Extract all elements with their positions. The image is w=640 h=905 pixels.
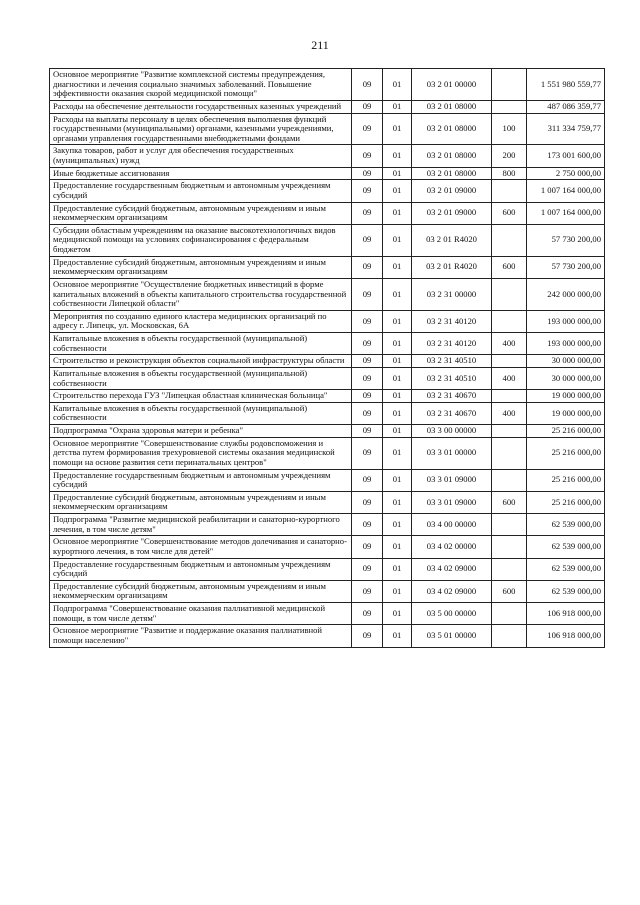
subsection-code-cell: 01 (383, 425, 412, 438)
table-row (50, 69, 605, 101)
expense-type-cell (492, 558, 527, 580)
expense-type-cell (492, 278, 527, 310)
expense-name-cell: Иные бюджетные ассигнования (50, 167, 352, 180)
expense-type-cell (492, 310, 527, 332)
target-article-cell: 03 3 01 00000 (412, 437, 492, 469)
expense-type-cell (492, 69, 527, 101)
section-code-cell: 09 (352, 333, 383, 355)
target-article-cell: 03 2 01 08000 (412, 145, 492, 167)
expense-type-cell (492, 514, 527, 536)
subsection-code-cell: 01 (383, 402, 412, 424)
amount-cell: 25 216 000,00 (527, 425, 605, 438)
page-number: 211 (311, 38, 329, 52)
expense-name-cell: Подпрограмма "Совершенствование оказания паллиативной медицинской помощи, в том числе детям" (50, 603, 352, 625)
subsection-code-cell: 01 (383, 113, 412, 145)
table-row (50, 580, 605, 602)
expense-type-cell (492, 625, 527, 647)
expense-name-cell: Предоставление государственным бюджетным и автономным учреждениям субсидий (50, 558, 352, 580)
section-code-cell: 09 (352, 402, 383, 424)
amount-cell: 1 551 980 559,77 (527, 69, 605, 101)
amount-cell: 173 001 600,00 (527, 145, 605, 167)
subsection-code-cell: 01 (383, 625, 412, 647)
expense-name-cell: Предоставление субсидий бюджетным, автономным учреждениям и иным некоммерческим организациям (50, 491, 352, 513)
expense-type-cell: 400 (492, 367, 527, 389)
amount-cell: 62 539 000,00 (527, 558, 605, 580)
section-code-cell: 09 (352, 256, 383, 278)
subsection-code-cell: 01 (383, 145, 412, 167)
section-code-cell: 09 (352, 469, 383, 491)
subsection-code-cell: 01 (383, 224, 412, 256)
subsection-code-cell: 01 (383, 310, 412, 332)
target-article-cell: 03 4 02 00000 (412, 536, 492, 558)
target-article-cell: 03 2 31 40510 (412, 355, 492, 368)
target-article-cell: 03 2 01 09000 (412, 202, 492, 224)
amount-cell: 487 086 359,77 (527, 100, 605, 113)
target-article-cell: 03 2 01 08000 (412, 113, 492, 145)
table-row (50, 390, 605, 403)
subsection-code-cell: 01 (383, 256, 412, 278)
section-code-cell: 09 (352, 145, 383, 167)
expense-type-cell (492, 390, 527, 403)
expense-type-cell (492, 469, 527, 491)
table-row (50, 625, 605, 647)
amount-cell: 106 918 000,00 (527, 625, 605, 647)
expense-name-cell: Закупка товаров, работ и услуг для обеспечения государственных (муниципальных) нужд (50, 145, 352, 167)
expense-name-cell: Предоставление государственным бюджетным и автономным учреждениям субсидий (50, 469, 352, 491)
expense-type-cell (492, 536, 527, 558)
subsection-code-cell: 01 (383, 491, 412, 513)
section-code-cell: 09 (352, 390, 383, 403)
expense-name-cell: Основное мероприятие "Совершенствование методов долечивания и санаторно-курортного лечения, в том числе для детей" (50, 536, 352, 558)
amount-cell: 19 000 000,00 (527, 390, 605, 403)
amount-cell: 25 216 000,00 (527, 437, 605, 469)
expense-type-cell (492, 100, 527, 113)
target-article-cell: 03 4 02 09000 (412, 558, 492, 580)
section-code-cell: 09 (352, 167, 383, 180)
expense-name-cell: Основное мероприятие "Осуществление бюджетных инвестиций в форме капитальных вложений в объекты капитального строительства государственной собственности Липецкой области" (50, 278, 352, 310)
section-code-cell: 09 (352, 278, 383, 310)
expense-name-cell: Подпрограмма "Охрана здоровья матери и ребенка" (50, 425, 352, 438)
table-row (50, 514, 605, 536)
subsection-code-cell: 01 (383, 536, 412, 558)
expense-type-cell (492, 425, 527, 438)
expense-type-cell: 400 (492, 402, 527, 424)
expense-name-cell: Подпрограмма "Развитие медицинской реабилитации и санаторно-курортного лечения, в том числе детям" (50, 514, 352, 536)
amount-cell: 30 000 000,00 (527, 367, 605, 389)
target-article-cell: 03 2 01 00000 (412, 69, 492, 101)
table-row (50, 256, 605, 278)
subsection-code-cell: 01 (383, 558, 412, 580)
section-code-cell: 09 (352, 224, 383, 256)
amount-cell: 311 334 759,77 (527, 113, 605, 145)
amount-cell: 2 750 000,00 (527, 167, 605, 180)
section-code-cell: 09 (352, 180, 383, 202)
table-row (50, 536, 605, 558)
section-code-cell: 09 (352, 580, 383, 602)
target-article-cell: 03 2 31 00000 (412, 278, 492, 310)
expense-name-cell: Основное мероприятие "Развитие и поддержание оказания паллиативной помощи населению" (50, 625, 352, 647)
table-row (50, 310, 605, 332)
subsection-code-cell: 01 (383, 333, 412, 355)
target-article-cell: 03 4 02 09000 (412, 580, 492, 602)
expense-name-cell: Капитальные вложения в объекты государственной (муниципальной) собственности (50, 333, 352, 355)
subsection-code-cell: 01 (383, 100, 412, 113)
amount-cell: 30 000 000,00 (527, 355, 605, 368)
expense-name-cell: Основное мероприятие "Развитие комплексной системы предупреждения, диагностики и лечения социально значимых заболеваний. Повышение эффективности оказания скорой медицинской помощи" (50, 69, 352, 101)
target-article-cell: 03 2 01 R4020 (412, 256, 492, 278)
table-row (50, 491, 605, 513)
expense-name-cell: Предоставление субсидий бюджетным, автономным учреждениям и иным некоммерческим организациям (50, 202, 352, 224)
expense-type-cell: 800 (492, 167, 527, 180)
table-row (50, 402, 605, 424)
table-row (50, 333, 605, 355)
section-code-cell: 09 (352, 625, 383, 647)
subsection-code-cell: 01 (383, 278, 412, 310)
section-code-cell: 09 (352, 367, 383, 389)
target-article-cell: 03 2 31 40670 (412, 402, 492, 424)
section-code-cell: 09 (352, 100, 383, 113)
subsection-code-cell: 01 (383, 514, 412, 536)
expense-type-cell: 600 (492, 202, 527, 224)
budget-table (49, 68, 605, 648)
target-article-cell: 03 2 01 R4020 (412, 224, 492, 256)
section-code-cell: 09 (352, 437, 383, 469)
section-code-cell: 09 (352, 310, 383, 332)
table-row (50, 355, 605, 368)
expense-type-cell (492, 224, 527, 256)
target-article-cell: 03 3 01 09000 (412, 469, 492, 491)
expense-name-cell: Расходы на выплаты персоналу в целях обеспечения выполнения функций государственными (муниципальными) органами, казенными учреждениями, органами управления государственными внебюджетными фондами (50, 113, 352, 145)
expense-name-cell: Субсидии областным учреждениям на оказание высокотехнологичных видов медицинской помощи на условиях софинансирования с федеральным бюджетом (50, 224, 352, 256)
table-row (50, 367, 605, 389)
subsection-code-cell: 01 (383, 367, 412, 389)
section-code-cell: 09 (352, 491, 383, 513)
subsection-code-cell: 01 (383, 180, 412, 202)
expense-name-cell: Предоставление субсидий бюджетным, автономным учреждениям и иным некоммерческим организациям (50, 256, 352, 278)
section-code-cell: 09 (352, 425, 383, 438)
table-row (50, 425, 605, 438)
subsection-code-cell: 01 (383, 355, 412, 368)
subsection-code-cell: 01 (383, 390, 412, 403)
subsection-code-cell: 01 (383, 167, 412, 180)
expense-type-cell: 100 (492, 113, 527, 145)
target-article-cell: 03 2 01 08000 (412, 167, 492, 180)
subsection-code-cell: 01 (383, 469, 412, 491)
target-article-cell: 03 5 01 00000 (412, 625, 492, 647)
expense-type-cell (492, 355, 527, 368)
expense-type-cell: 600 (492, 491, 527, 513)
target-article-cell: 03 3 00 00000 (412, 425, 492, 438)
section-code-cell: 09 (352, 202, 383, 224)
amount-cell: 25 216 000,00 (527, 469, 605, 491)
subsection-code-cell: 01 (383, 580, 412, 602)
section-code-cell: 09 (352, 536, 383, 558)
table-row (50, 558, 605, 580)
table-row (50, 224, 605, 256)
target-article-cell: 03 4 00 00000 (412, 514, 492, 536)
expense-name-cell: Расходы на обеспечение деятельности государственных казенных учреждений (50, 100, 352, 113)
target-article-cell: 03 2 01 09000 (412, 180, 492, 202)
amount-cell: 19 000 000,00 (527, 402, 605, 424)
expense-name-cell: Предоставление государственным бюджетным и автономным учреждениям субсидий (50, 180, 352, 202)
amount-cell: 1 007 164 000,00 (527, 180, 605, 202)
amount-cell: 242 000 000,00 (527, 278, 605, 310)
table-row (50, 469, 605, 491)
subsection-code-cell: 01 (383, 69, 412, 101)
expense-type-cell: 600 (492, 256, 527, 278)
table-row (50, 180, 605, 202)
table-row (50, 603, 605, 625)
target-article-cell: 03 5 00 00000 (412, 603, 492, 625)
amount-cell: 62 539 000,00 (527, 580, 605, 602)
table-row (50, 113, 605, 145)
expense-type-cell: 400 (492, 333, 527, 355)
table-row (50, 167, 605, 180)
expense-name-cell: Мероприятия по созданию единого кластера медицинских организаций по адресу г. Липецк, ул. Московская, 6А (50, 310, 352, 332)
budget-table-body (50, 69, 605, 648)
amount-cell: 62 539 000,00 (527, 514, 605, 536)
expense-type-cell (492, 603, 527, 625)
amount-cell: 25 216 000,00 (527, 491, 605, 513)
expense-name-cell: Капитальные вложения в объекты государственной (муниципальной) собственности (50, 367, 352, 389)
section-code-cell: 09 (352, 558, 383, 580)
expense-type-cell (492, 180, 527, 202)
section-code-cell: 09 (352, 113, 383, 145)
expense-type-cell: 200 (492, 145, 527, 167)
section-code-cell: 09 (352, 69, 383, 101)
target-article-cell: 03 2 31 40120 (412, 310, 492, 332)
table-row (50, 202, 605, 224)
section-code-cell: 09 (352, 603, 383, 625)
subsection-code-cell: 01 (383, 603, 412, 625)
expense-type-cell: 600 (492, 580, 527, 602)
amount-cell: 193 000 000,00 (527, 310, 605, 332)
amount-cell: 193 000 000,00 (527, 333, 605, 355)
expense-name-cell: Капитальные вложения в объекты государственной (муниципальной) собственности (50, 402, 352, 424)
target-article-cell: 03 2 01 08000 (412, 100, 492, 113)
table-row (50, 278, 605, 310)
target-article-cell: 03 2 31 40120 (412, 333, 492, 355)
table-row (50, 145, 605, 167)
table-row (50, 100, 605, 113)
expense-type-cell (492, 437, 527, 469)
table-row (50, 437, 605, 469)
amount-cell: 106 918 000,00 (527, 603, 605, 625)
expense-name-cell: Основное мероприятие "Совершенствование службы родовспоможения и детства путем формирования трехуровневой системы оказания медицинской помощи на основе развития сети перинатальных центров" (50, 437, 352, 469)
amount-cell: 57 730 200,00 (527, 224, 605, 256)
target-article-cell: 03 2 31 40670 (412, 390, 492, 403)
amount-cell: 1 007 164 000,00 (527, 202, 605, 224)
expense-name-cell: Предоставление субсидий бюджетным, автономным учреждениям и иным некоммерческим организациям (50, 580, 352, 602)
subsection-code-cell: 01 (383, 202, 412, 224)
amount-cell: 57 730 200,00 (527, 256, 605, 278)
amount-cell: 62 539 000,00 (527, 536, 605, 558)
subsection-code-cell: 01 (383, 437, 412, 469)
section-code-cell: 09 (352, 514, 383, 536)
expense-name-cell: Строительство перехода ГУЗ "Липецкая областная клиническая больница" (50, 390, 352, 403)
expense-name-cell: Строительство и реконструкция объектов социальной инфраструктуры области (50, 355, 352, 368)
section-code-cell: 09 (352, 355, 383, 368)
target-article-cell: 03 2 31 40510 (412, 367, 492, 389)
target-article-cell: 03 3 01 09000 (412, 491, 492, 513)
